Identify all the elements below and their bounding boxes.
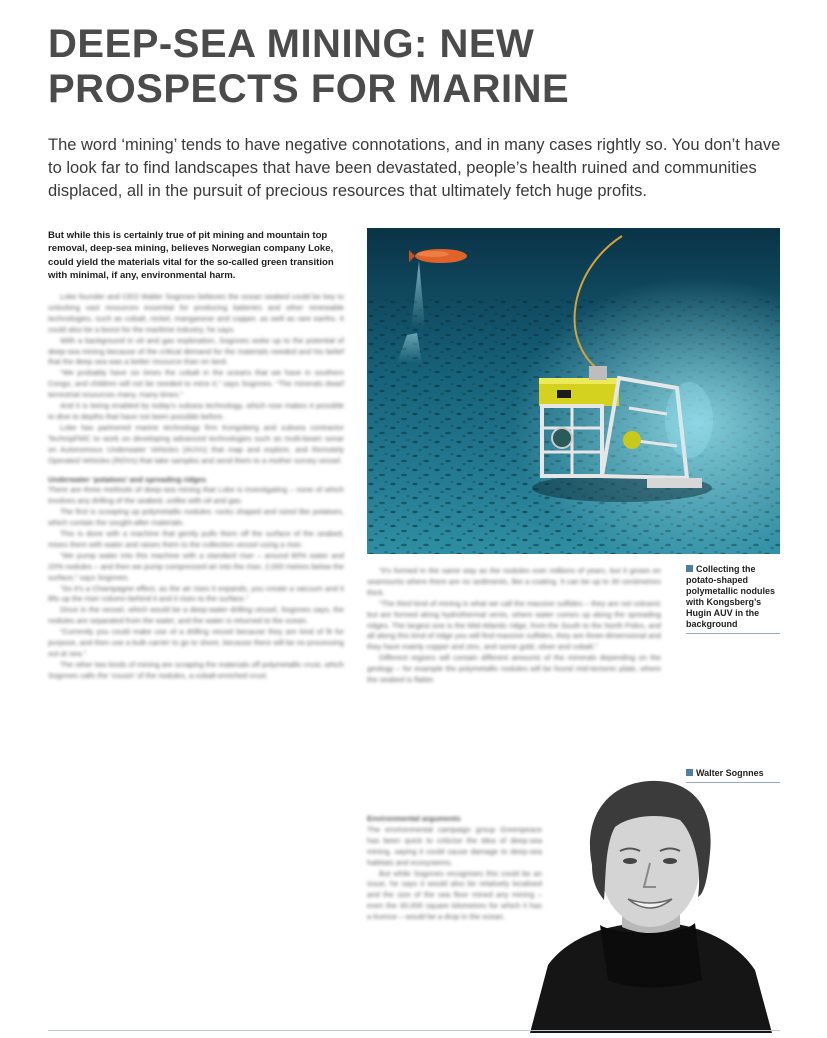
- rov-photo-caption: [686, 564, 780, 634]
- portrait-caption-text: Walter Sognnes: [696, 768, 764, 778]
- body-column-1: Loke founder and CEO Walter Sognnes believes the ocean seabed could be key to unlocking vast resources essential for producing batteries and other renewable technologies, such as cobalt, nickel, manganese and copper, as well as rare earths. It could also be a boost for the maritime industry, he says. With a background in oil and gas exploration, Sognnes woke up to the potential of deep-sea mining because of the critical demand for the materials needed and his belief that the deep sea was a better resource than on land. “We probably have six times the cobalt in the oceans that we have in southern Congo, and children will not be needed to mine it,” says Sognnes. “The minerals dwarf terrestrial resources many, many times.” And it is being enabled by today’s subsea technology, which now makes it possible to dive to depths that have not been possible before. Loke has partnered marine technology firm Kongsberg and subsea contractor TechnipFMC to work on developing advanced technologies such as multi-beam sonar on Autonomous Underwater Vehicles (AUVs) that map and explore, and Remotely Operated Vehicles (ROVs) that take samples and send them to a mother survey vessel. Underwater ‘potatoes’ and spreading ridges There are three methods of deep-sea mining that Loke is investigating – none of which involves any drilling of the seabed, unlike with oil and gas. The first is scooping up polymetallic nodules: rocks shaped and sized like potatoes, which contain the sought-after materials. This is done with a machine that gently pulls them off the surface of the seabed, mixes them with water and raises them to the collection vessel using a riser. “We pump water into this machine with a standard riser – around 80% water and 20% nodules – and then we pump compressed air into the riser, 2,000 metres below the surface,” says Sognnes. “So it’s a Champagne effect, as the air rises it expands, you create a vacuum and it lifts up the riser column behind it and it rises to the surface.” Once in the vessel, which would be a deep-water drilling vessel, Sognnes says, the nodules are separated from the water, and the water is returned to the ocean. “Currently you could make use of a drilling vessel because they are kind of fit for purpose, and then use a bulk carrier to go to shore, because there will be no processing out at sea.” The other two kinds of mining are scraping the materials off polymetallic crust, which Sognnes calls the ‘cousin’ of the nodules, a cobalt-enriched crust.: [48, 292, 344, 680]
- title-line-2: PROSPECTS FOR MARINE: [48, 67, 570, 111]
- rov-caption-text: Collecting the potato-shaped polymetallic nodules with Kongsberg’s Hugin AUV in the background: [686, 564, 776, 629]
- article-title: [48, 22, 788, 112]
- rov-seabed-photo: [367, 228, 780, 554]
- caption-marker: [686, 565, 693, 572]
- body-column-2: “It’s formed in the same way as the nodules over millions of years, but it grows on seamounts where there are no sediments, like a coating. It can be up to 30 centimetres thick. “The third kind of mining is what we call the massive sulfides – they are not volcanic but are formed along hydrothermal vents, where water comes up along the spreading ridges. The largest one is the Mid-Atlantic ridge, from the South to the North Poles, and all along this kind of ridge you will find massive sulfides, they are three-dimensional and they have mainly copper and zinc, and some gold, silver and cobalt.” Different regions will contain different amounts of the minerals depending on the geology – for example the polymetallic nodules will be found mid-tectonic plate, where the seabed is flatter.: [367, 566, 661, 685]
- walter-sognnes-portrait: [530, 775, 780, 1033]
- body-column-3: Environmental arguments The environmental campaign group Greenpeace has been quick to criticise the idea of deep-sea mining, saying it could cause damage to deep-sea habitats and ecosystems. But while Sognnes recognises this could be an issue, he says it would also be relatively localised and the size of the sea floor mined any mining – even the 30,000 square kilometres for which it has a licence – would be a drop in the ocean.: [367, 814, 542, 922]
- intro-paragraph: The word ‘mining’ tends to have negative connotations, and in many cases rightly so. You don’t have to look far to find landscapes that have been devastated, people’s health ruined and communities displaced, all in the pursuit of precious resources that ultimately fetch huge profits.: [48, 136, 781, 200]
- title-line-1: DEEP-SEA MINING: NEW: [48, 22, 535, 66]
- bottom-divider: [48, 1030, 780, 1031]
- lead-paragraph: But while this is certainly true of pit mining and mountain top removal, deep-sea mining, believes Norwegian company Loke, could yield the materials vital for the so-called green transition with minimal, if any, environmental harm.: [48, 230, 334, 282]
